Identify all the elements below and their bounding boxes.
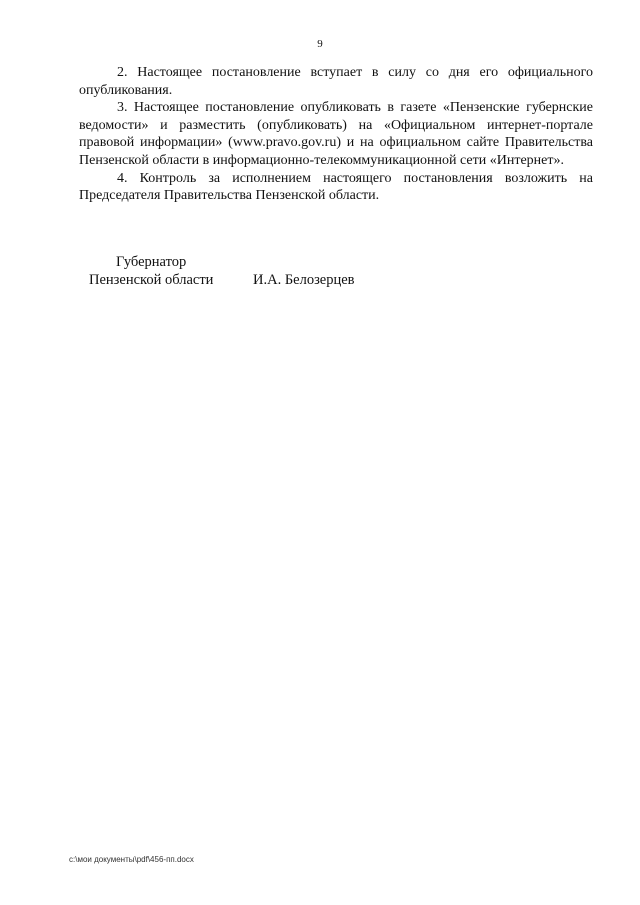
paragraph-3: 3. Настоящее постановление опубликовать в газете «Пензенские губернские ведомости» и разместить (опубликовать) на «Официальном интернет-портале правовой информации» (www.pravo.gov.ru) и на официальном сайте Правительства Пензенской области в информационно-телекоммуникационной сети «Интернет».	[79, 100, 593, 168]
document-body	[79, 64, 593, 205]
signatory-name: И.А. Белозерцев	[253, 272, 355, 288]
signatory-title-line2: Пензенской области	[89, 272, 214, 288]
page-number: 9	[317, 38, 323, 50]
footer-file-path: c:\мои документы\pdf\456-пп.docx	[69, 855, 194, 864]
paragraph-4: 4. Контроль за исполнением настоящего постановления возложить на Председателя Правительства Пензенской области.	[79, 170, 593, 204]
paragraph-2: 2. Настоящее постановление вступает в силу со дня его официального опубликования.	[79, 65, 593, 98]
signatory-title-line1: Губернатор	[116, 254, 187, 270]
